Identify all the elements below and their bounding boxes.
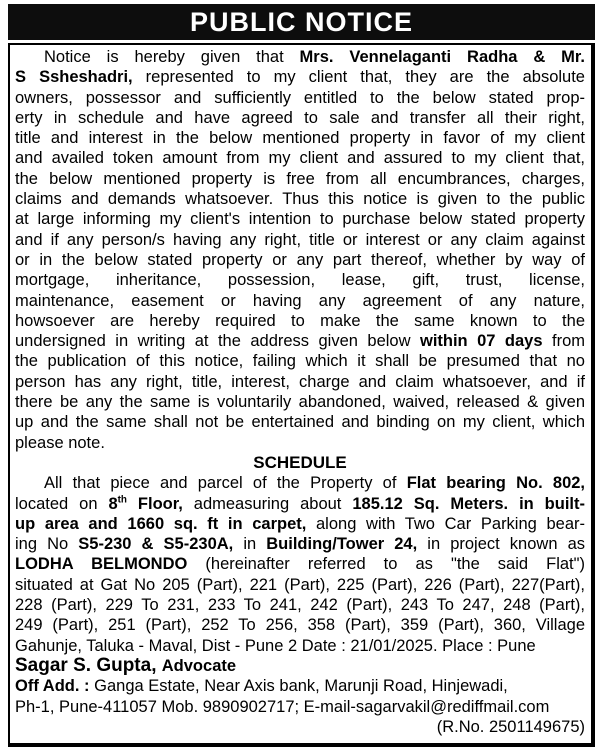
text-run: represented to my client that, they are the absolute <box>132 68 585 87</box>
body-line <box>15 108 585 128</box>
text-run: from <box>542 332 585 351</box>
text-run: the publication of this notice, failing which it shall be presumed that no <box>15 352 585 371</box>
body-line <box>15 148 585 168</box>
text-run: mortgage, inheritance, possession, lease, gift, trust, license, <box>15 271 585 290</box>
text-run: S5-230 & S5-230A, <box>78 535 234 554</box>
body-line <box>15 392 585 412</box>
text-run: Gahunje, Taluka - Maval, Dist - Pune 2 Date : 21/01/2025. Place : Pune <box>15 636 536 655</box>
text-run: Off Add. : <box>15 677 90 696</box>
text-run: Ph-1, Pune-411057 Mob. 9890902717; E-mail-sagarvakil@rediffmail.com <box>15 697 550 716</box>
text-run: and availed token amount from my client and assured to my client that, <box>15 149 585 168</box>
body-line <box>15 351 585 371</box>
text-run: located on <box>15 494 109 513</box>
body-line <box>15 250 585 270</box>
text-run: 228 (Part), 229 To 231, 233 To 241, 242 (Part), 243 To 247, 248 (Part), <box>15 596 585 615</box>
text-run: LODHA BELMONDO <box>15 555 188 574</box>
text-run: along with Two Car Parking bear- <box>306 514 586 533</box>
text-run: please note. <box>15 433 105 452</box>
text-run: or in the below stated property or any part thereof, whether by way of <box>15 250 585 269</box>
schedule-line <box>15 494 585 514</box>
schedule-line <box>15 534 585 554</box>
schedule-heading <box>15 453 585 473</box>
text-run: 185.12 Sq. Meters. in built- <box>352 494 585 513</box>
text-run: (R.No. 2501149675) <box>436 717 585 736</box>
body-line <box>15 189 585 209</box>
body-line <box>15 291 585 311</box>
body-line <box>15 47 585 67</box>
text-run: in project known as <box>417 535 585 554</box>
body-line <box>15 67 585 87</box>
schedule-line <box>15 514 585 534</box>
body-line <box>15 230 585 250</box>
text-run: howsoever are hereby required to make the same known to the <box>15 311 585 330</box>
text-run: admeasuring about <box>182 494 353 513</box>
schedule-line <box>15 636 585 656</box>
text-run: claims and demands whatsoever. Thus this notice is given to the public <box>15 190 585 209</box>
text-run: th <box>117 494 127 506</box>
text-run: there be any the same is voluntarily abandoned, waived, released & given <box>15 393 585 412</box>
body-line <box>15 311 585 331</box>
schedule-line <box>15 575 585 595</box>
text-run: Flat bearing No. 802, <box>406 474 586 493</box>
body-line <box>15 372 585 392</box>
contact-line <box>15 697 585 717</box>
body-line <box>15 412 585 432</box>
text-run: Notice is hereby given that <box>44 48 300 66</box>
text-run: Mrs. Vennelaganti Radha & Mr. <box>299 48 585 66</box>
body-line <box>15 209 585 229</box>
text-run: title and interest in the below mentioned property in favor of my client <box>15 129 585 148</box>
text-run: 8 <box>108 494 118 513</box>
text-run: within 07 days <box>419 332 543 351</box>
text-run: S Ssheshadri, <box>15 68 133 87</box>
text-run: 249 (Part), 251 (Part), 252 To 256, 358 (Part), 359 (Part), 360, Village <box>15 616 585 635</box>
text-run: situated at Gat No 205 (Part), 221 (Part), 225 (Part), 226 (Part), 227(Part), <box>15 575 585 594</box>
text-run: person has any right, title, interest, charge and claim whatsoever, and if <box>15 372 585 391</box>
schedule-line <box>15 595 585 615</box>
body-line <box>15 331 585 351</box>
text-run: up and the same shall not be entertained and binding on my client, which <box>15 413 585 432</box>
text-run: Building/Tower 24, <box>266 535 418 554</box>
text-run: Advocate <box>161 656 237 675</box>
text-run: SCHEDULE <box>253 452 347 472</box>
text-run: maintenance, easement or having any agreement of any nature, <box>15 291 585 310</box>
body-line <box>15 88 585 108</box>
text-run: up area and 1660 sq. ft in carpet, <box>15 514 307 533</box>
text-run: Floor, <box>126 494 183 513</box>
text-run: Ganga Estate, Near Axis bank, Marunji Road, Hinjewadi, <box>89 677 508 696</box>
text-run: (hereinafter referred to as "the said Flat") <box>187 555 585 574</box>
text-run: undersigned in writing at the address given below <box>15 332 420 351</box>
text-run: erty in schedule and have agreed to sale and transfer all their right, <box>15 108 585 127</box>
registration-number-line <box>15 717 585 737</box>
text-run: Sagar S. Gupta, <box>15 654 162 676</box>
notice-lines <box>15 47 585 737</box>
text-run: All that piece and parcel of the Property of <box>44 474 407 493</box>
schedule-line <box>15 473 585 493</box>
text-run: the below mentioned property is free from all encumbrances, charges, <box>15 169 585 188</box>
body-line <box>15 128 585 148</box>
body-line <box>15 169 585 189</box>
text-run: and if any person/s having any right, title or interest or any claim against <box>15 230 585 249</box>
notice-body <box>8 43 595 747</box>
schedule-line <box>15 615 585 635</box>
body-line <box>15 433 585 453</box>
schedule-line <box>15 554 585 574</box>
notice-title: PUBLIC NOTICE <box>189 6 413 37</box>
text-run: ing No <box>15 535 79 554</box>
text-run: in <box>233 535 267 554</box>
body-line <box>15 270 585 290</box>
text-run: at large informing my client's intention to purchase below stated property <box>15 210 585 229</box>
office-address-line <box>15 676 585 696</box>
text-run: owners, possessor and sufficiently entitled to the below stated prop- <box>15 88 585 107</box>
advocate-name-line <box>15 656 585 676</box>
notice-title-bar <box>8 4 595 40</box>
